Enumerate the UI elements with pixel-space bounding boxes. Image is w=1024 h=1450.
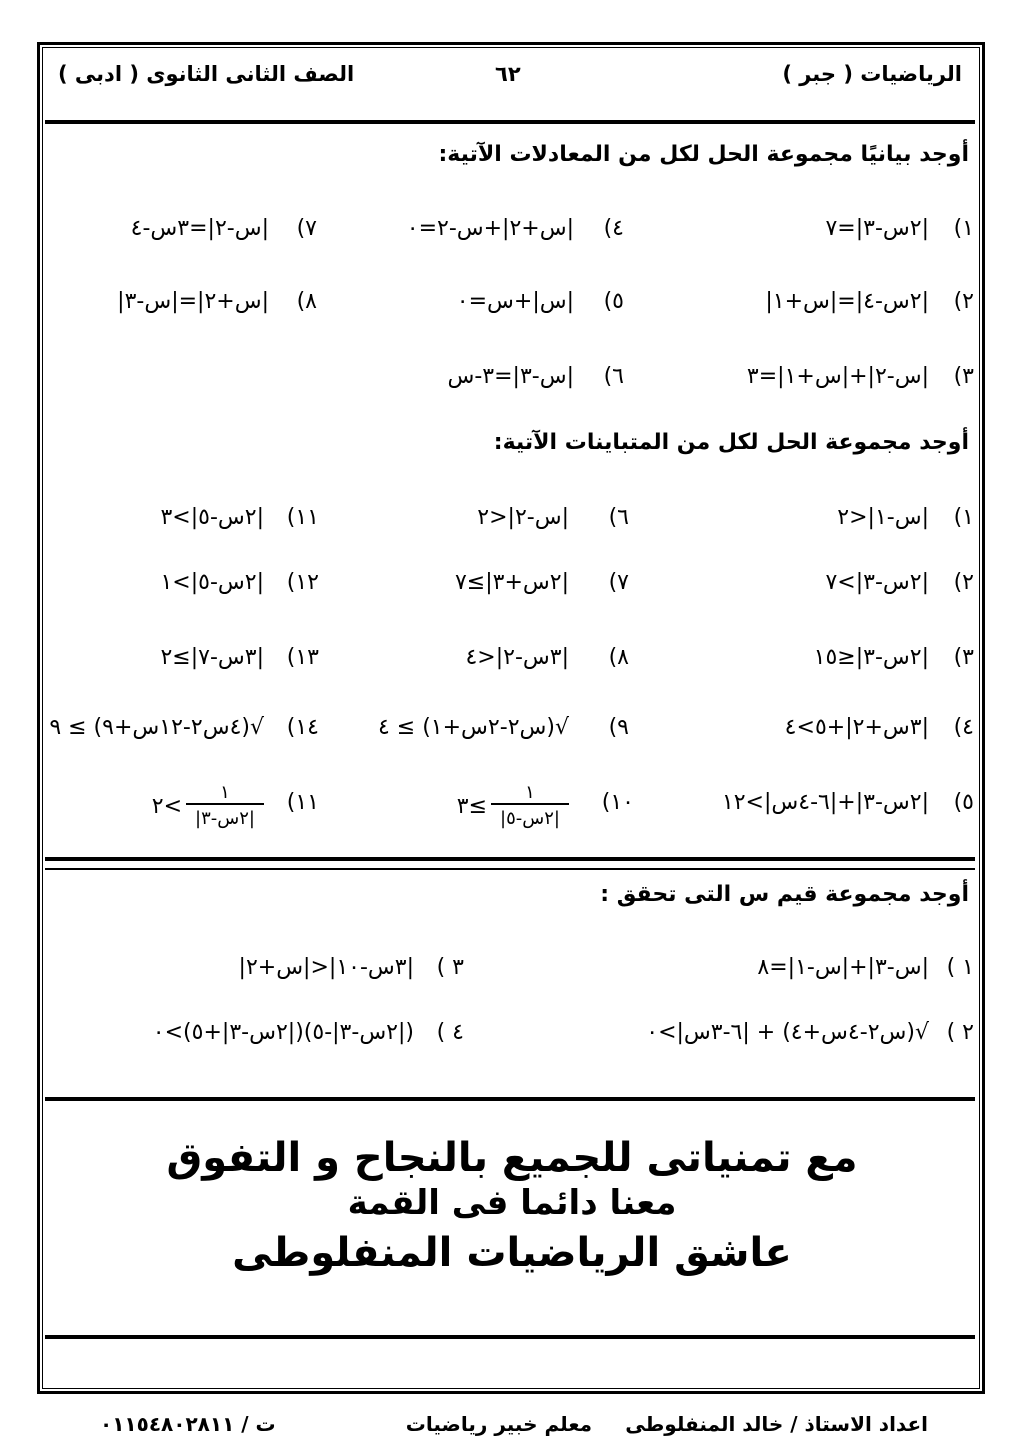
- inequality: |٢س+٣|≥٧: [454, 570, 569, 595]
- item-number: ١١): [286, 505, 319, 530]
- item-number: ١٤): [286, 715, 319, 740]
- inequality: |٣س-١٠|<|س+٢|: [238, 955, 414, 980]
- inequality: (|٢س-٣|-٥)(|٢س-٣|+٥)>٠: [152, 1020, 414, 1045]
- section1-title: أوجد بيانيًا مجموعة الحل لكل من المعادلات الآتية:: [438, 142, 969, 167]
- item-number: ١٣): [286, 645, 319, 670]
- fraction-denominator: |٢س-٥|: [500, 808, 560, 829]
- inequality: |٣س+٢|+٥>٤: [784, 715, 929, 740]
- item-number: ٦): [608, 505, 629, 530]
- footer-role: معلم خبير رياضيات: [405, 1412, 592, 1436]
- equation: |س-٣|=٣-س: [447, 364, 574, 389]
- fraction-relation: >٢: [151, 794, 182, 819]
- equation: |س+٢|+س-٢=٠: [406, 216, 574, 241]
- item-number: ٨): [608, 645, 629, 670]
- item-number: ٥): [953, 790, 974, 815]
- item-number: ٥): [603, 289, 624, 314]
- inequality: |٢س-٥|>٣: [160, 505, 264, 530]
- section3-title: أوجد مجموعة قيم س التى تحقق :: [600, 882, 969, 907]
- item-number: ٣): [953, 645, 974, 670]
- item-number: ٣ ): [436, 955, 464, 980]
- equation: |س+٢|=|س-٣|: [117, 289, 269, 314]
- item-number: ٢): [953, 570, 974, 595]
- inequality: |٢س-٣|≤١٥: [813, 645, 929, 670]
- equation: |س|+س=٠: [456, 289, 574, 314]
- item-number: ٨): [296, 289, 317, 314]
- item-number: ١): [953, 216, 974, 241]
- section2-title: أوجد مجموعة الحل لكل من المتباينات الآتية:: [493, 430, 969, 455]
- divider: [45, 857, 975, 861]
- item-number: ٤): [603, 216, 624, 241]
- item-number: ٧): [296, 216, 317, 241]
- inequality: |س-٣|+|س-١|=٨: [757, 955, 929, 980]
- fraction-numerator: ١: [186, 782, 264, 805]
- header-grade: الصف الثانى الثانوى ( ادبى ): [58, 62, 355, 86]
- inequality: |٣س-٢|<٤: [465, 645, 569, 670]
- fraction-denominator: |٢س-٣|: [195, 808, 255, 829]
- item-number: ٩): [608, 715, 629, 740]
- item-number: ١): [953, 505, 974, 530]
- closing-line-2: معنا دائما فى القمة: [347, 1183, 677, 1223]
- footer-phone: ت / ٠١١٥٤٨٠٢٨١١: [100, 1412, 276, 1436]
- inequality: |س-٢|<٢: [477, 505, 569, 530]
- equation: |٢س-٤|=|س+١|: [765, 289, 929, 314]
- inequality: |٣س-٧|≥٢: [160, 645, 264, 670]
- footer-author: اعداد الاستاذ / خالد المنفلوطى: [625, 1412, 928, 1436]
- closing-line-3: عاشق الرياضيات المنفلوطى: [232, 1230, 792, 1276]
- item-number: ١٢): [286, 570, 319, 595]
- item-number: ٢ ): [946, 1020, 974, 1045]
- item-number: ١ ): [946, 955, 974, 980]
- item-number: ١٠): [601, 790, 634, 815]
- divider: [45, 868, 975, 870]
- fraction-numerator: ١: [491, 782, 569, 805]
- inequality: √(٤س٢-١٢س+٩) ≥ ٩: [49, 715, 264, 740]
- fraction-relation: ≥٣: [456, 794, 487, 819]
- inequality: |٢س-٣|>٧: [825, 570, 929, 595]
- equation: |س-٢|=٣س-٤: [130, 216, 269, 241]
- item-number: ٢): [953, 289, 974, 314]
- divider: [45, 1097, 975, 1101]
- header-subject: الرياضيات ( جبر ): [782, 62, 962, 86]
- page-number: ٦٢: [495, 62, 521, 86]
- inequality: |٢س-٥|>١: [160, 570, 264, 595]
- item-number: ٦): [603, 364, 624, 389]
- divider: [45, 1335, 975, 1339]
- inequality: |س-١|<٢: [837, 505, 929, 530]
- closing-line-1: مع تمنياتى للجميع بالنجاح و التفوق: [166, 1135, 858, 1181]
- item-number: ٤): [953, 715, 974, 740]
- equation: |س-٢|+|س+١|=٣: [746, 364, 929, 389]
- item-number: ١١): [286, 790, 319, 815]
- item-number: ٣): [953, 364, 974, 389]
- equation: |٢س-٣|=٧: [825, 216, 929, 241]
- inequality: √(س٢-٢س+١) ≥ ٤: [377, 715, 569, 740]
- inequality: |٢س-٣|+|٦-٤س|>١٢: [721, 790, 929, 815]
- divider: [45, 120, 975, 124]
- item-number: ٧): [608, 570, 629, 595]
- item-number: ٤ ): [436, 1020, 464, 1045]
- inequality: √(س٢-٤س+٤) + |٦-٣س|>٠: [646, 1020, 929, 1045]
